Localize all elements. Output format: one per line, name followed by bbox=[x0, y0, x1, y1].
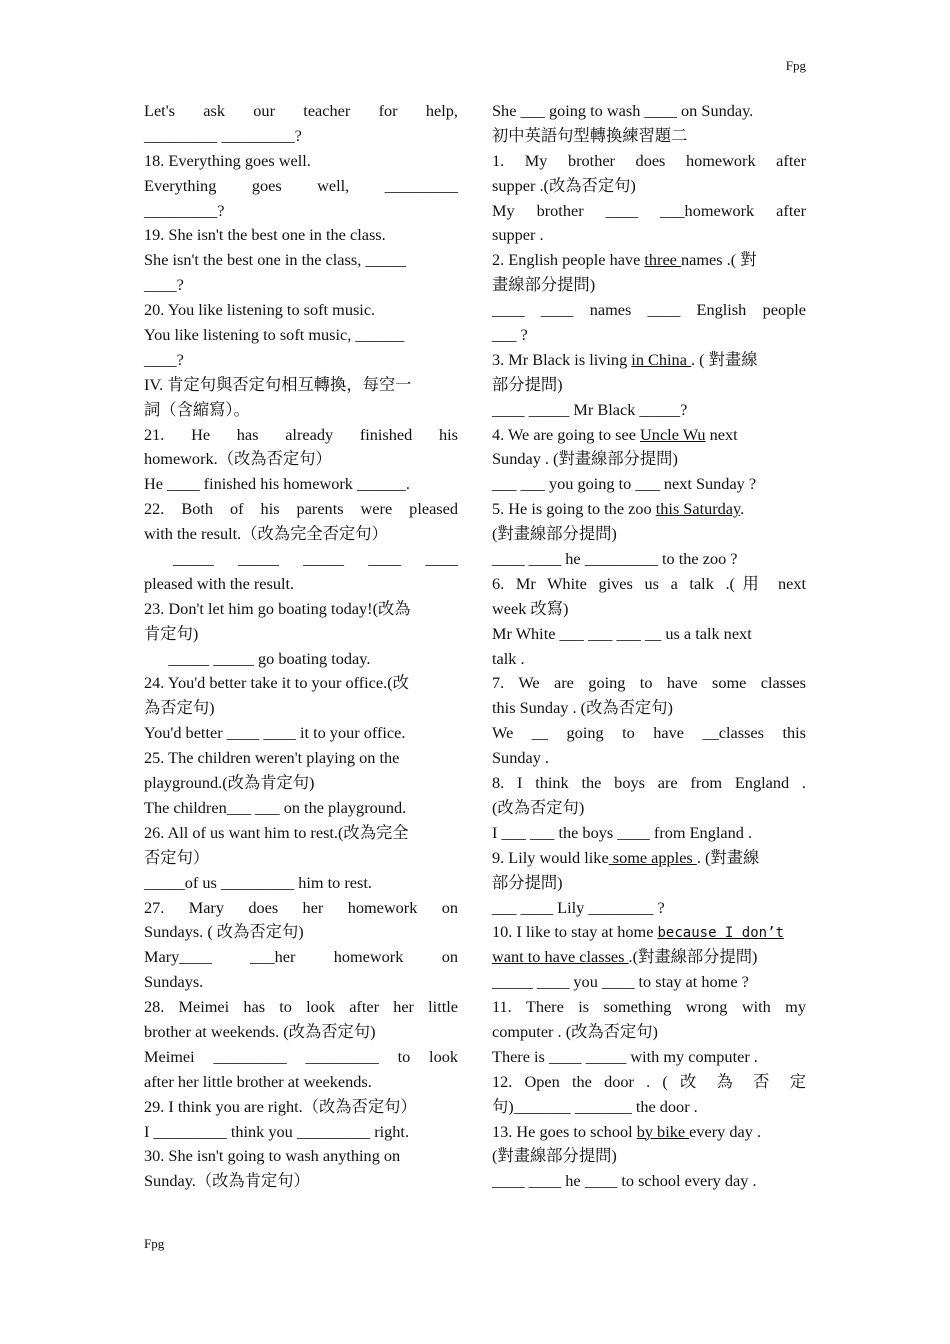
text-line: ____ ____ he _________ to the zoo ? bbox=[492, 549, 738, 569]
underlined-text: Uncle Wu bbox=[640, 424, 706, 444]
left-column bbox=[144, 99, 458, 1194]
text-line: 否定句） bbox=[144, 847, 210, 867]
text-line: computer . (改為否定句) bbox=[492, 1021, 658, 1041]
text-line: Mary____ ___her homework on bbox=[144, 947, 458, 967]
text-line: Sunday . (對畫線部分提問) bbox=[492, 449, 678, 469]
underlined-text: this Saturday bbox=[655, 499, 741, 519]
text-line: 為否定句) bbox=[144, 698, 215, 718]
text-line: The children___ ___ on the playground. bbox=[144, 797, 407, 817]
text-line: _____ ____ you ____ to stay at home ? bbox=[492, 972, 749, 992]
text-line: ____? bbox=[144, 275, 184, 295]
section-heading: 初中英語句型轉換練習題二 bbox=[492, 125, 688, 145]
text-line: 26. All of us want him to rest.(改為完全 bbox=[144, 822, 409, 842]
text-line: homework.（改為否定句） bbox=[144, 449, 332, 469]
text-span: names .( 對 bbox=[680, 250, 757, 270]
text-line: ____? bbox=[144, 349, 184, 369]
text-line: talk . bbox=[492, 648, 525, 668]
text-line: this Sunday . (改為否定句) bbox=[492, 698, 673, 718]
text-line: My brother ____ ___homework after bbox=[492, 200, 806, 220]
right-column bbox=[492, 99, 806, 1194]
text-line: Let's ask our teacher for help, bbox=[144, 101, 458, 120]
text-line: 句)_______ _______ the door . bbox=[492, 1096, 698, 1116]
text-line: He ____ finished his homework ______. bbox=[144, 474, 410, 494]
text-line bbox=[492, 920, 806, 945]
text-line: 28. Meimei has to look after her little bbox=[144, 997, 458, 1017]
text-span: 13. He goes to school bbox=[492, 1121, 637, 1141]
underlined-text: by bike bbox=[636, 1121, 690, 1141]
text-line: supper .(改為否定句) bbox=[492, 175, 636, 195]
text-line bbox=[492, 846, 806, 871]
text-line bbox=[492, 945, 806, 970]
text-line: 部分提問) bbox=[492, 374, 563, 394]
text-line: _____ _____ go boating today. bbox=[144, 648, 371, 668]
page-header: Fpg bbox=[785, 58, 806, 73]
text-line: week 改寫) bbox=[492, 598, 569, 618]
text-line: 24. You'd better take it to your office.(改 bbox=[144, 673, 409, 693]
text-line: 6. Mr White gives us a talk .(用 next bbox=[492, 573, 806, 593]
text-span: every day . bbox=[689, 1121, 762, 1141]
text-line: 20. You like listening to soft music. bbox=[144, 300, 376, 320]
underlined-text: because I don’t bbox=[657, 925, 784, 942]
text-span: . ( 對畫線 bbox=[691, 349, 758, 369]
text-span: 5. He is going to the zoo bbox=[492, 499, 656, 519]
text-line: playground.(改為肯定句) bbox=[144, 773, 315, 793]
text-span: 2. English people have bbox=[492, 250, 645, 270]
text-line bbox=[492, 248, 806, 273]
text-line: (對畫線部分提問) bbox=[492, 524, 617, 544]
text-line: You'd better ____ ____ it to your office. bbox=[144, 723, 406, 743]
underlined-text: want to have classes bbox=[492, 947, 629, 967]
text-line bbox=[492, 497, 806, 522]
text-line: You like listening to soft music, ______ bbox=[144, 325, 405, 345]
text-span: 9. Lily would like bbox=[492, 847, 609, 867]
text-line: 22. Both of his parents were pleased bbox=[144, 499, 458, 519]
text-line: _________? bbox=[144, 200, 225, 220]
text-line: with the result.（改為完全否定句） bbox=[144, 524, 388, 544]
text-line: ___ ___ you going to ___ next Sunday ? bbox=[492, 474, 757, 494]
section-heading: IV. 肯定句與否定句相互轉換，每空一 bbox=[144, 374, 412, 394]
text-line: She isn't the best one in the class, _____ bbox=[144, 250, 407, 270]
text-line bbox=[492, 348, 806, 373]
text-line: 1. My brother does homework after bbox=[492, 150, 806, 170]
text-span: 10. I like to stay at home bbox=[492, 922, 658, 942]
text-line: 27. Mary does her homework on bbox=[144, 897, 458, 917]
text-line: ____ ____ he ____ to school every day . bbox=[492, 1171, 757, 1191]
text-line: Everything goes well, _________ bbox=[144, 175, 458, 195]
text-line: (對畫線部分提問) bbox=[492, 1146, 617, 1166]
text-span: 4. We are going to see bbox=[492, 424, 641, 444]
text-line: 8. I think the boys are from England . bbox=[492, 773, 806, 793]
text-line: ____ ____ names ____ English people bbox=[492, 300, 806, 320]
text-line: Sunday . bbox=[492, 748, 549, 768]
text-line: _____ _____ _____ ____ ____ bbox=[173, 549, 458, 569]
text-line: Meimei _________ _________ to look bbox=[144, 1046, 458, 1066]
underlined-text: some apples bbox=[608, 847, 697, 867]
text-span: . bbox=[740, 499, 745, 519]
text-line: pleased with the result. bbox=[144, 573, 295, 593]
text-line: 19. She isn't the best one in the class. bbox=[144, 225, 386, 245]
text-line: supper . bbox=[492, 225, 544, 245]
text-line: 21. He has already finished his bbox=[144, 424, 458, 444]
text-line: 12. Open the door . ( 改 為 否 定 bbox=[492, 1071, 806, 1091]
text-line: (改為否定句) bbox=[492, 797, 585, 817]
text-line: 23. Don't let him go boating today!(改為 bbox=[144, 598, 411, 618]
text-span: .(對畫線部分提問) bbox=[628, 947, 758, 967]
text-line: Mr White ___ ___ ___ __ us a talk next bbox=[492, 623, 752, 643]
text-line: Sundays. ( 改為否定句) bbox=[144, 922, 304, 942]
text-line: Sundays. bbox=[144, 972, 204, 992]
text-line: _________ _________? bbox=[144, 125, 302, 145]
text-span: 3. Mr Black is living bbox=[492, 349, 632, 369]
text-line: 18. Everything goes well. bbox=[144, 150, 311, 170]
text-line: 詞（含縮寫）。 bbox=[144, 399, 250, 419]
underlined-text: in China bbox=[631, 349, 691, 369]
text-line: 7. We are going to have some classes bbox=[492, 673, 806, 693]
text-line: ____ _____ Mr Black _____? bbox=[492, 399, 688, 419]
underlined-text: three bbox=[644, 250, 681, 270]
text-line: ___ ? bbox=[492, 325, 528, 345]
text-line: 30. She isn't going to wash anything on bbox=[144, 1146, 401, 1166]
text-line: _____of us _________ him to rest. bbox=[144, 872, 372, 892]
text-line: I ___ ___ the boys ____ from England . bbox=[492, 822, 753, 842]
text-line: 部分提問) bbox=[492, 872, 563, 892]
text-line: 肯定句) bbox=[144, 623, 199, 643]
text-line: after her little brother at weekends. bbox=[144, 1071, 372, 1091]
text-line: 25. The children weren't playing on the bbox=[144, 748, 400, 768]
page-footer: Fpg bbox=[144, 1236, 165, 1251]
text-line bbox=[492, 423, 806, 448]
text-line: 11. There is something wrong with my bbox=[492, 997, 806, 1017]
text-span: next bbox=[705, 424, 738, 444]
text-line: Sunday.（改為肯定句） bbox=[144, 1171, 310, 1191]
text-span: . (對畫線 bbox=[696, 847, 760, 867]
text-line: 29. I think you are right.（改為否定句） bbox=[144, 1096, 417, 1116]
text-line: We __ going to have __classes this bbox=[492, 723, 806, 743]
text-line: brother at weekends. (改為否定句) bbox=[144, 1021, 376, 1041]
text-line: There is ____ _____ with my computer . bbox=[492, 1046, 758, 1066]
text-line: 畫線部分提問) bbox=[492, 275, 596, 295]
text-line: She ___ going to wash ____ on Sunday. bbox=[492, 101, 754, 120]
text-line: ___ ____ Lily ________ ? bbox=[492, 897, 665, 917]
text-line: I _________ think you _________ right. bbox=[144, 1121, 410, 1141]
text-line bbox=[492, 1120, 806, 1145]
